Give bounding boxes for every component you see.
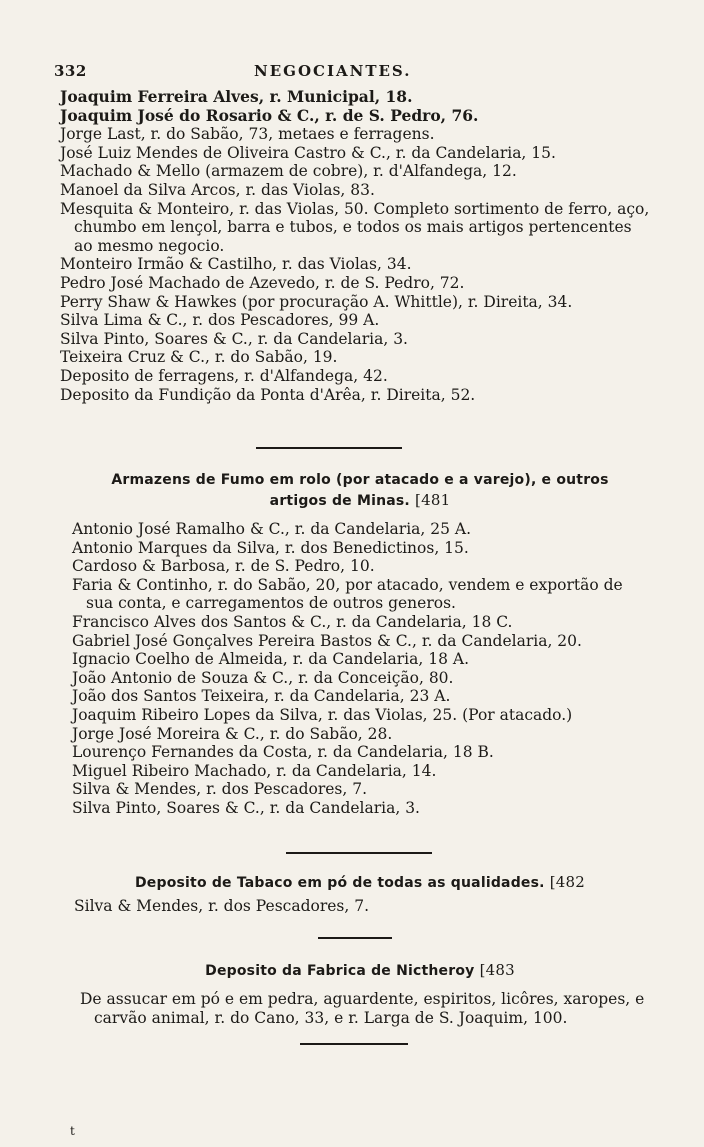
- section-2-entries: [72, 520, 650, 818]
- entry: Silva & Mendes, r. dos Pescadores, 7.: [74, 897, 370, 915]
- section-4-entries: [80, 990, 652, 1027]
- running-title: NEGOCIANTES.: [254, 62, 412, 80]
- entry: Silva Lima & C., r. dos Pescadores, 99 A.: [60, 311, 380, 330]
- entry: Deposito de ferragens, r. d'Alfandega, 42.: [60, 366, 388, 385]
- page-header: [54, 62, 654, 84]
- entry: De assucar em pó e em pedra, aguardente, espiritos, licôres, xaropes, e carvão animal, r. do Cano, 33, e r. Larga de S. Joaquim, 100.: [80, 990, 645, 1027]
- entry: Lourenço Fernandes da Costa, r. da Candelaria, 18 B.: [72, 743, 494, 762]
- section-divider: [286, 852, 432, 854]
- section-2-heading-text: artigos de Minas.: [269, 493, 410, 509]
- entry: Faria & Continho, r. do Sabão, 20, por atacado, vendem e exportão de sua conta, e carregamentos de outros generos.: [72, 575, 623, 613]
- entry: Silva Pinto, Soares & C., r. da Candelaria, 3.: [72, 798, 420, 817]
- entry: Joaquim Ribeiro Lopes da Silva, r. das Violas, 25. (Por atacado.): [72, 705, 573, 724]
- section-3-entries: [74, 897, 650, 916]
- entry: Deposito da Fundição da Ponta d'Arêa, r. Direita, 52.: [60, 385, 476, 404]
- section-4-reference-number: [483: [479, 961, 515, 979]
- entry: João dos Santos Teixeira, r. da Candelaria, 23 A.: [72, 687, 451, 706]
- section-3-heading: [80, 872, 640, 893]
- section-4-heading: [80, 960, 640, 981]
- entry: Joaquim José do Rosario & C., r. de S. Pedro, 76.: [60, 105, 479, 125]
- section-divider: [318, 937, 392, 939]
- entry: Ignacio Coelho de Almeida, r. da Candelaria, 18 A.: [72, 650, 470, 669]
- entry: Perry Shaw & Hawkes (por procuração A. Whittle), r. Direita, 34.: [60, 292, 573, 311]
- section-4-heading-text: Deposito da Fabrica de Nictheroy: [205, 963, 475, 979]
- entry: Jorge Last, r. do Sabão, 73, metaes e ferragens.: [60, 125, 435, 144]
- entry: Jorge José Moreira & C., r. do Sabão, 28.: [72, 724, 393, 743]
- stray-mark: t: [70, 1124, 75, 1138]
- entry: Silva Pinto, Soares & C., r. da Candelaria, 3.: [60, 329, 408, 348]
- entry: Joaquim Ferreira Alves, r. Municipal, 18.: [60, 87, 413, 106]
- section-2-reference-number: [481: [415, 491, 451, 509]
- entry: Antonio José Ramalho & C., r. da Candelaria, 25 A.: [72, 520, 472, 538]
- page-number: 332: [54, 62, 87, 80]
- entry: Monteiro Irmão & Castilho, r. das Violas, 34.: [60, 255, 412, 274]
- entry: Gabriel José Gonçalves Pereira Bastos & C., r. da Candelaria, 20.: [72, 631, 582, 650]
- section-1-entries: [60, 88, 650, 404]
- entry: Pedro José Machado de Azevedo, r. de S. Pedro, 72.: [60, 273, 465, 292]
- entry: Manoel da Silva Arcos, r. das Violas, 83.: [60, 180, 375, 199]
- entry: Teixeira Cruz & C., r. do Sabão, 19.: [60, 348, 338, 367]
- section-divider: [256, 447, 402, 449]
- entry: Machado & Mello (armazem de cobre), r. d'Alfandega, 12.: [60, 162, 517, 181]
- entry: Silva & Mendes, r. dos Pescadores, 7.: [72, 780, 368, 799]
- entry: José Luiz Mendes de Oliveira Castro & C., r. da Candelaria, 15.: [60, 143, 556, 162]
- section-3-reference-number: [482: [549, 873, 586, 891]
- section-divider: [300, 1043, 408, 1045]
- entry: Mesquita & Monteiro, r. das Violas, 50. Completo sortimento de ferro, aço, chumbo em lençol, barra e tubos, e todos os mais artigos pertencentes ao mesmo negocio.: [60, 199, 650, 255]
- entry: Miguel Ribeiro Machado, r. da Candelaria, 14.: [72, 761, 437, 780]
- entry: João Antonio de Souza & C., r. da Conceição, 80.: [72, 668, 454, 687]
- section-2-heading: [80, 470, 640, 511]
- entry: Antonio Marques da Silva, r. dos Benedictinos, 15.: [72, 538, 469, 557]
- section-3-heading-text: Deposito de Tabaco em pó de todas as qualidades.: [134, 875, 545, 891]
- entry: Cardoso & Barbosa, r. de S. Pedro, 10.: [72, 557, 375, 576]
- section-2-heading-line-1: Armazens de Fumo em rolo (por atacado e a varejo), e outros: [111, 472, 609, 488]
- entry: Francisco Alves dos Santos & C., r. da Candelaria, 18 C.: [72, 612, 513, 631]
- section-2-heading-line-2: [80, 490, 640, 511]
